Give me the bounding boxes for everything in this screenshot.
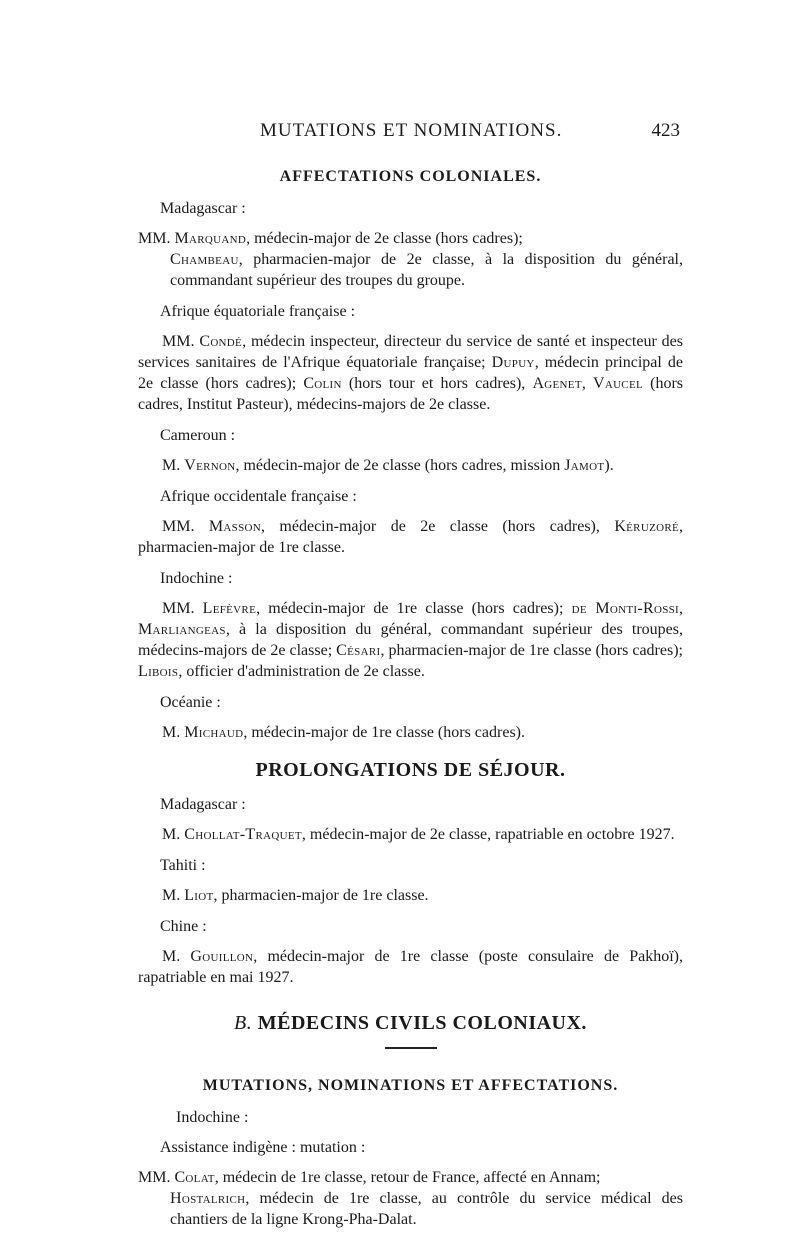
entry-madagascar: [138, 228, 683, 291]
person-name: Hostalrich: [170, 1190, 246, 1207]
entry-text: , médecin-major de 1re classe (hors cadres);: [256, 600, 572, 617]
person-name: Marliangeas: [138, 621, 226, 638]
person-name: Kéruzoré: [614, 518, 679, 535]
entry-prefix: M.: [162, 948, 181, 965]
place-cameroun: Cameroun :: [160, 427, 236, 444]
entry-text: , officier d'administration de 2e classe.: [178, 663, 425, 680]
person-name: Lefèvre: [202, 600, 257, 617]
section-letter: B.: [234, 1012, 253, 1034]
page-number: 423: [651, 120, 680, 141]
entry-text: ,: [581, 375, 593, 392]
place-madagascar-prolongation: Madagascar :: [160, 796, 246, 813]
place-tahiti: Tahiti :: [160, 857, 206, 874]
place-madagascar: Madagascar :: [160, 200, 246, 217]
section-heading-mutations: MUTATIONS, NOMINATIONS ET AFFECTATIONS.: [202, 1077, 619, 1094]
person-name: Jamot: [564, 457, 605, 474]
entry-text: , médecin-major de 1re classe (hors cadres).: [243, 724, 525, 741]
entry-prefix: MM.: [138, 1169, 171, 1186]
entry-text: , médecin inspecteur, directeur du service de santé et inspecteur des services sanitaires de l'Afrique équatoriale française;: [138, 333, 684, 371]
person-name: Colat: [174, 1169, 215, 1186]
place-afrique-equatoriale: Afrique équatoriale française :: [160, 303, 356, 320]
section-divider: [385, 1047, 437, 1049]
entry-tahiti: [138, 885, 683, 906]
entry-text: , à la disposition du général, commandant supérieur des troupes, médecins-majors de 2e classe;: [138, 621, 683, 659]
entry-text: , pharmacien-major de 2e classe, à la disposition du général, commandant supérieur des troupes du groupe.: [170, 251, 683, 289]
entry-prefix: MM.: [162, 333, 195, 350]
entry-prefix: M.: [162, 887, 181, 904]
entry-oceanie: [138, 722, 683, 743]
page-body: [138, 168, 683, 1240]
entry-text: ).: [604, 457, 614, 474]
entry-text: , médecin principal de 2e classe (hors cadres);: [138, 354, 683, 392]
person-name: Liot: [184, 887, 214, 904]
entry-chine: [138, 946, 683, 988]
person-name: Vaucel: [592, 375, 643, 392]
entry-prefix: M.: [162, 724, 181, 741]
place-afrique-occidentale: Afrique occidentale française :: [160, 488, 357, 505]
entry-text: , médecin-major de 2e classe, rapatriable en octobre 1927.: [301, 826, 675, 843]
section-title: MÉDECINS CIVILS COLONIAUX.: [257, 1012, 587, 1034]
entry-text: , médecin de 1re classe, retour de France, affecté en Annam;: [214, 1169, 601, 1186]
entry-afrique-equatoriale: [138, 331, 683, 415]
entry-subline: [170, 249, 683, 291]
entry-text: , pharmacien-major de 1re classe (hors cadres);: [380, 642, 683, 659]
entry-cameroun: [138, 455, 683, 476]
person-name: Colin: [303, 375, 342, 392]
place-chine: Chine :: [160, 918, 207, 935]
entry-prefix: MM.: [162, 600, 195, 617]
person-name: Chambeau: [170, 251, 239, 268]
person-name: Agenet: [532, 375, 582, 392]
entry-text: , pharmacien-major de 1re classe.: [213, 887, 429, 904]
place-indochine: Indochine :: [160, 570, 233, 587]
person-name: Michaud: [184, 724, 244, 741]
entry-text: , pharmacien-major de 1re classe.: [138, 518, 683, 556]
place-oceanie: Océanie :: [160, 694, 221, 711]
entry-text: (hors tour et hors cadres),: [341, 375, 533, 392]
entry-prefix: MM.: [138, 230, 171, 247]
person-name: Masson: [208, 518, 261, 535]
entry-afrique-occidentale: [138, 516, 683, 558]
entry-subline: [170, 1188, 683, 1230]
person-name: Chollat-Traquet: [184, 826, 302, 843]
person-name: Libois: [138, 663, 179, 680]
person-name: Marquand: [174, 230, 247, 247]
entry-text: (hors cadres, Institut Pasteur), médecins-majors de 2e classe.: [138, 375, 684, 413]
entry-text: , médecin de 1re classe, au contrôle du service médical des chantiers de la ligne Krong-Pha-Dalat.: [170, 1190, 683, 1228]
person-name: de Monti-Rossi: [571, 600, 680, 617]
page-header: [0, 120, 800, 144]
section-heading-medecins-civils: [138, 1012, 683, 1035]
entry-text: , médecin-major de 1re classe (poste consulaire de Pakhoï), rapatriable en mai 1927.: [138, 948, 684, 986]
person-name: Dupuy: [491, 354, 535, 371]
entry-text: ,: [679, 600, 684, 617]
entry-text: , médecin-major de 2e classe (hors cadres);: [246, 230, 523, 247]
place-indochine-civils: Indochine :: [176, 1109, 249, 1126]
running-title: MUTATIONS ET NOMINATIONS.: [260, 120, 563, 141]
entry-madagascar-prolongation: [138, 824, 683, 845]
entry-prefix: M.: [162, 457, 181, 474]
person-name: Vernon: [184, 457, 236, 474]
entry-prefix: M.: [162, 826, 181, 843]
section-heading-affectations: AFFECTATIONS COLONIALES.: [279, 168, 542, 185]
entry-indochine: [138, 598, 683, 682]
entry-prefix: MM.: [162, 518, 195, 535]
entry-text: , médecin-major de 2e classe (hors cadres),: [260, 518, 615, 535]
section-heading-prolongations: PROLONGATIONS DE SÉJOUR.: [255, 759, 566, 781]
person-name: Césari: [336, 642, 381, 659]
entry-civils: [138, 1167, 683, 1230]
subplace-assistance-indigene: Assistance indigène : mutation :: [160, 1139, 366, 1156]
entry-text: , médecin-major de 2e classe (hors cadres, mission: [235, 457, 565, 474]
person-name: Condé: [199, 333, 243, 350]
person-name: Gouillon: [190, 948, 254, 965]
